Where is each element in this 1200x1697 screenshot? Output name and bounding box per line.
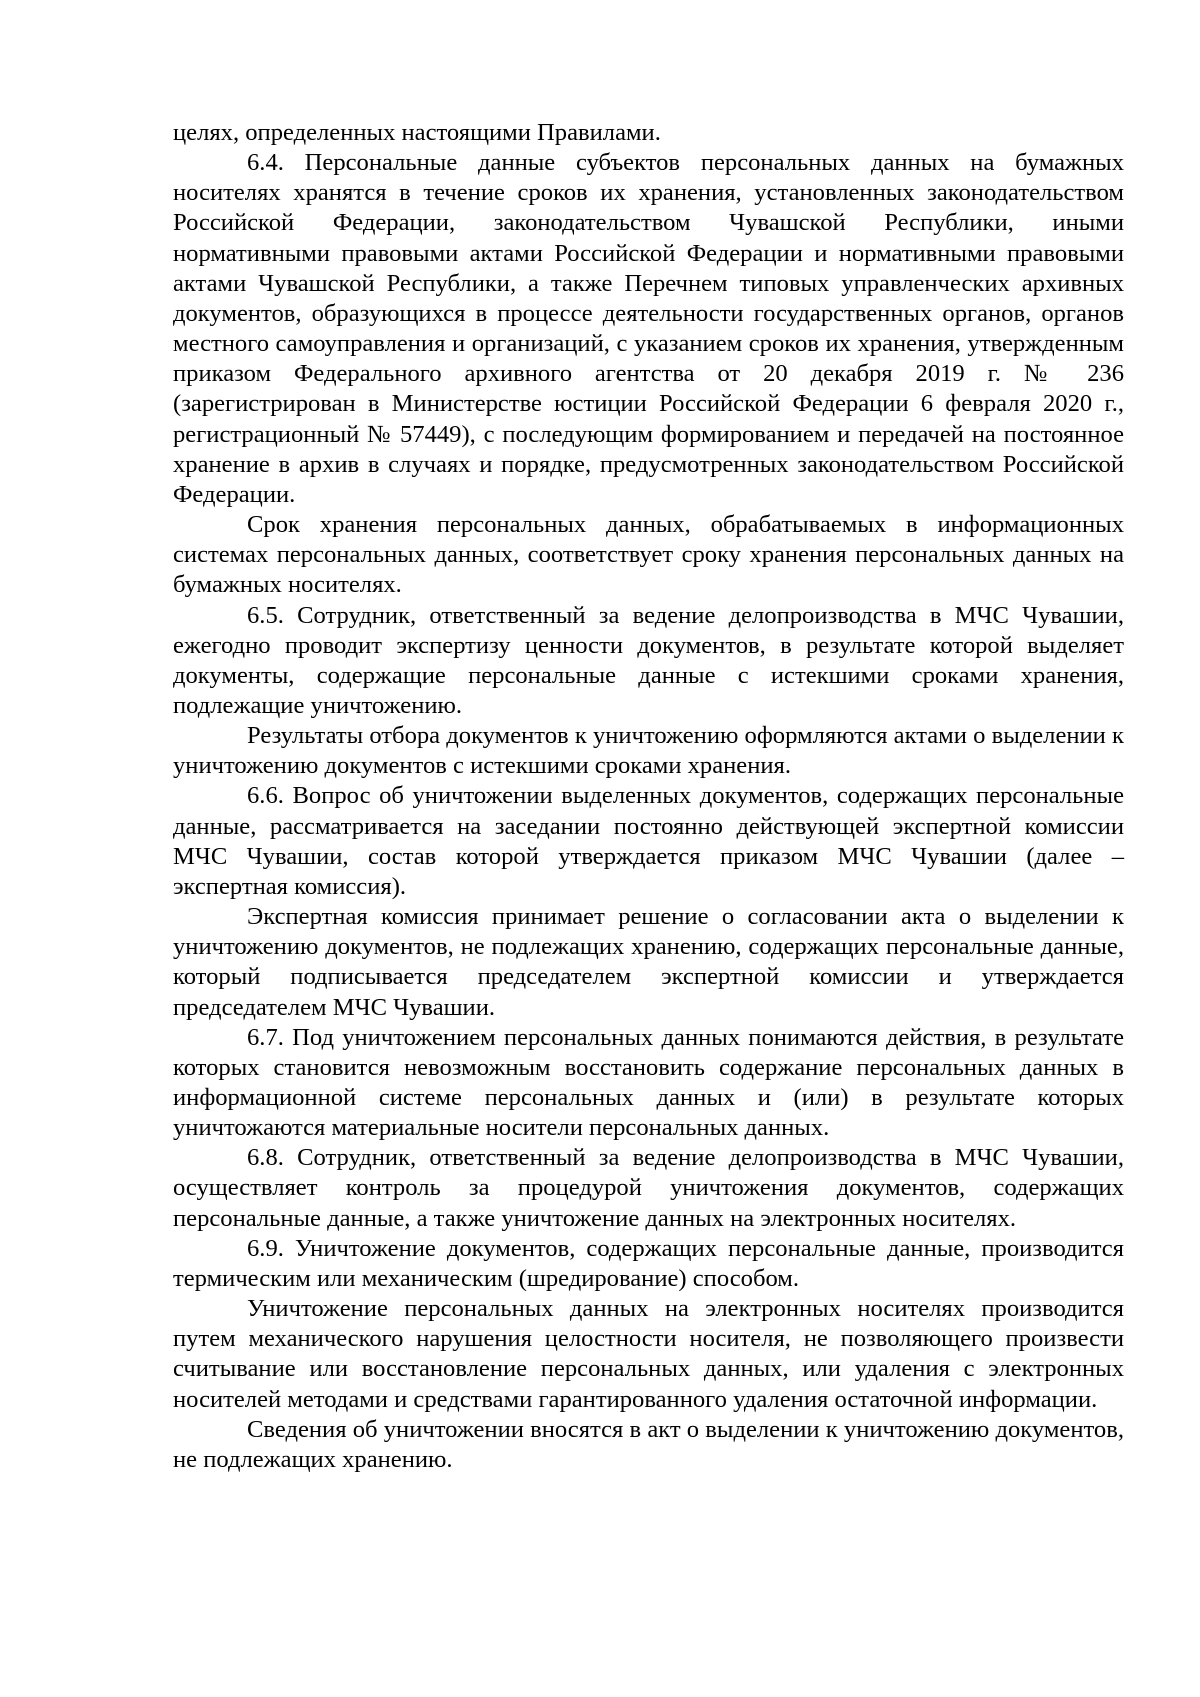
paragraph-expert-commission: Экспертная комиссия принимает решение о согласовании акта о выделении к уничтожению документов, не подлежащих хранению, содержащих персональные данные, который подписывается председателем экспертной комиссии и утверждается председателем МЧС Чувашии.	[173, 903, 1124, 1021]
paragraph-6-4: 6.4. Персональные данные субъектов персональных данных на бумажных носителях хранятся в течение сроков их хранения, установленных законодательством Российской Федерации, законодательством Чувашской Республики, иными нормативными правовыми актами Российской Федерации и нормативными правовыми актами Чувашской Республики, а также Перечнем типовых управленческих архивных документов, образующихся в процессе деятельности государственных органов, органов местного самоуправления и организаций, с указанием сроков их хранения, утвержденным приказом Федерального архивного агентства от 20 декабря 2019 г. № 236 (зарегистрирован в Министерстве юстиции Российской Федерации 6 февраля 2020 г., регистрационный № 57449), с последующим формированием и передачей на постоянное хранение в архив в случаях и порядке, предусмотренных законодательством Российской Федерации.	[173, 149, 1124, 508]
document-body	[173, 118, 1124, 1475]
paragraph-destruction-record: Сведения об уничтожении вносятся в акт о выделении к уничтожению документов, не подлежащих хранению.	[173, 1415, 1124, 1473]
paragraph-6-6: 6.6. Вопрос об уничтожении выделенных документов, содержащих персональные данные, рассматривается на заседании постоянно действующей экспертной комиссии МЧС Чувашии, состав которой утверждается приказом МЧС Чувашии (далее – экспертная комиссия).	[173, 782, 1124, 900]
paragraph-6-7: 6.7. Под уничтожением персональных данных понимаются действия, в результате которых становится невозможным восстановить содержание персональных данных в информационной системе персональных данных и (или) в результате которых уничтожаются материальные носители персональных данных.	[173, 1023, 1124, 1142]
paragraph-selection-results: Результаты отбора документов к уничтожению оформляются актами о выделении к уничтожению документов с истекшими сроками хранения.	[173, 722, 1124, 780]
paragraph-continuation: целях, определенных настоящими Правилами.	[173, 119, 661, 146]
paragraph-storage-period: Срок хранения персональных данных, обрабатываемых в информационных системах персональных данных, соответствует сроку хранения персональных данных на бумажных носителях.	[173, 511, 1124, 599]
paragraph-6-5: 6.5. Сотрудник, ответственный за ведение делопроизводства в МЧС Чувашии, ежегодно проводит экспертизу ценности документов, в результате которой выделяет документы, содержащие персональные данные с истекшими сроками хранения, подлежащие уничтожению.	[173, 601, 1124, 719]
paragraph-electronic-destruction: Уничтожение персональных данных на электронных носителях производится путем механического нарушения целостности носителя, не позволяющего произвести считывание или восстановление персональных данных, или удаления с электронных носителей методами и средствами гарантированного удаления остаточной информации.	[173, 1295, 1124, 1413]
paragraph-6-8: 6.8. Сотрудник, ответственный за ведение делопроизводства в МЧС Чувашии, осуществляет контроль за процедурой уничтожения документов, содержащих персональные данные, а также уничтожение данных на электронных носителях.	[173, 1144, 1124, 1232]
paragraph-6-9: 6.9. Уничтожение документов, содержащих персональные данные, производится термическим или механическим (шредирование) способом.	[173, 1234, 1124, 1292]
